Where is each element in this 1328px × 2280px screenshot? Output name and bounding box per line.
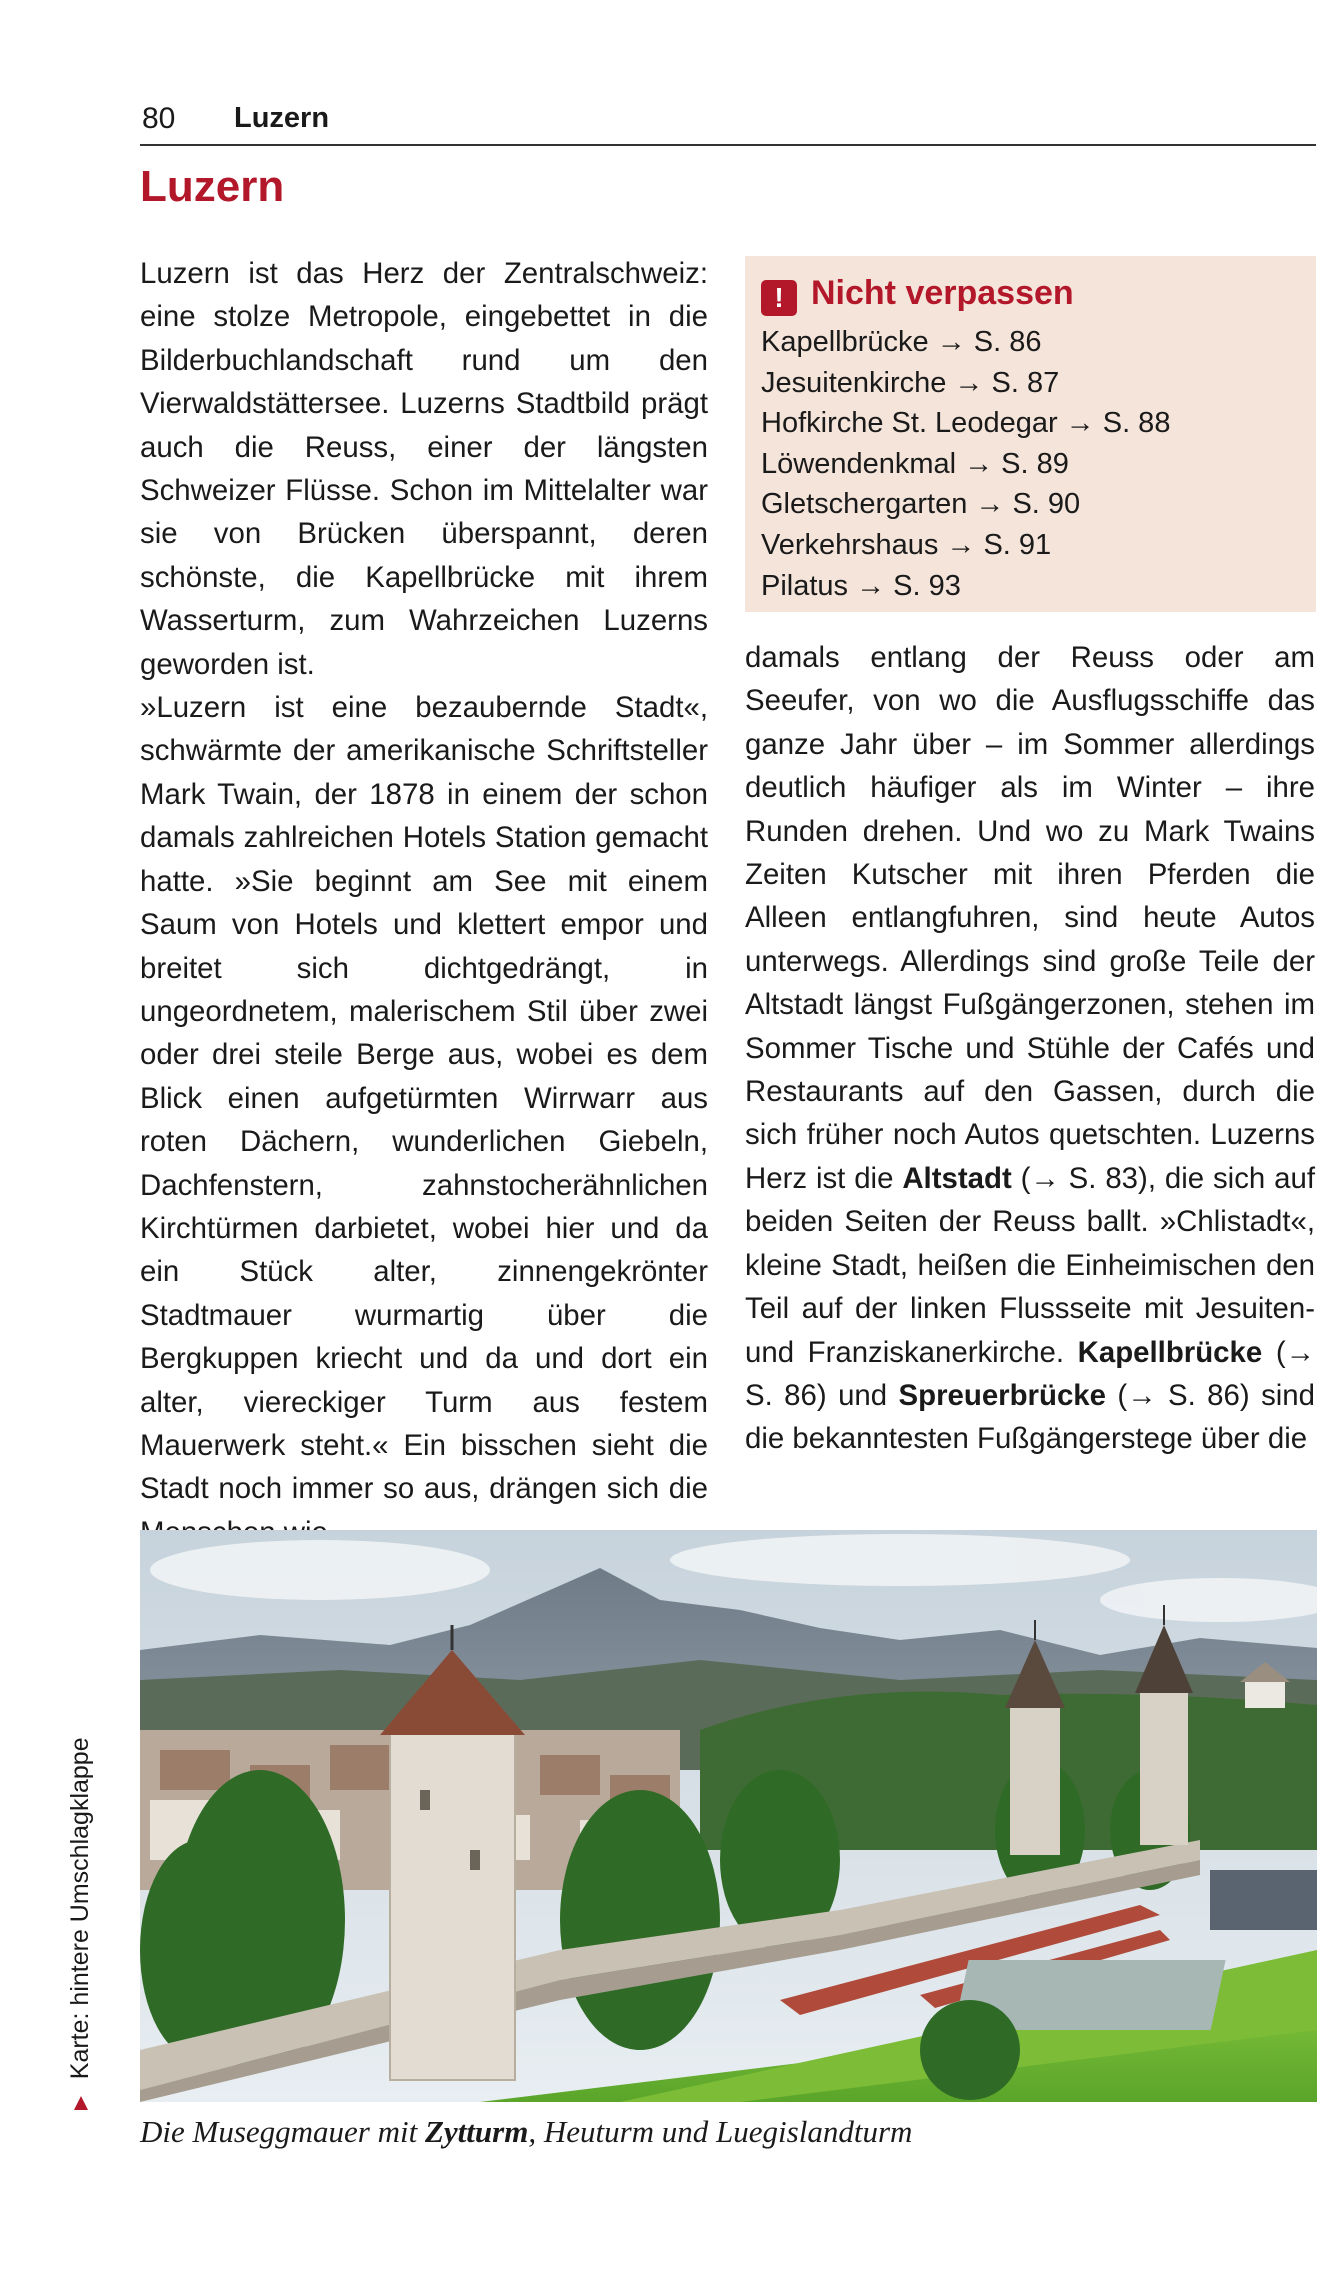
term-kapellbruecke: Kapellbrücke — [1077, 1335, 1263, 1369]
caption-text: , Heuturm und Luegislandturm — [528, 2114, 913, 2149]
page-title: Luzern — [140, 162, 285, 211]
body-text: (→ S. 86) sind die bekanntesten Fußgängerstege über die — [745, 1378, 1315, 1456]
must-see-item: Gletschergarten → S. 90 — [761, 488, 1081, 521]
map-reference — [63, 1675, 97, 2115]
exclamation-icon: ! — [761, 280, 797, 316]
must-see-list — [761, 322, 1170, 606]
must-see-item: Verkehrshaus → S. 91 — [761, 528, 1052, 561]
body-text: (→ S. 83), die sich auf beiden Seiten der Reuss ballt. »Chlistadt«, kleine Stadt, heißen die Einheimischen den Teil auf der linken Flussseite mit Jesuiten- und Franziskanerkirche. — [745, 1161, 1315, 1369]
intro-paragraph-2: »Luzern ist eine bezaubernde Stadt«, schwärmte der amerikanische Schriftsteller Mark Twain, der 1878 in einem der schon damals zahlreichen Hotels Station gemacht hatte. »Sie beginnt am See mit einem Saum von Hotels und klettert empor und breitet sich dichtgedrängt, in ungeordnetem, malerischem Stil über zwei oder drei steile Berge aus, wobei es dem Blick einen aufgetürmten Wirrwarr aus roten Dächern, wunderlichen Giebeln, Dachfenstern, zahnstocherähnlichen Kirchtürmen darbietet, wobei hier und da ein Stück alter, zinnengekrönter Stadtmauer wurmartig über die Bergkuppen kriecht und da und dort ein alter, viereckiger Turm aus festem Mauerwerk steht.« Ein bisschen sieht die Stadt noch immer so aus, drängen sich die — [140, 691, 708, 1506]
photo-caption — [140, 2114, 912, 2150]
right-column — [745, 636, 1315, 1461]
caption-text: Die Museggmauer mit — [140, 2114, 425, 2149]
triangle-arrow-icon: ▲ — [69, 2089, 93, 2117]
running-head: Luzern — [234, 102, 330, 134]
must-see-title-text: Nicht verpassen — [811, 274, 1074, 312]
must-see-item: Hofkirche St. Leodegar → S. 88 — [761, 407, 1171, 440]
page-header — [140, 100, 1316, 146]
term-altstadt: Altstadt — [902, 1161, 1012, 1195]
intro-paragraph-1: Luzern ist das Herz der Zentralschweiz: eine stolze Metropole, eingebettet in die Bilderbuchlandschaft rund um den Vierwaldstättersee. Luzerns Stadtbild prägt auch die Reuss, einer der längsten Schweizer Flüsse. Schon im Mittelalter war sie von Brücken überspannt, deren schönste, die Kapellbrücke mit ihrem Wasserturm, zum Wahrzeichen Luzerns geworden ist. — [140, 257, 708, 681]
page-number: 80 — [142, 102, 176, 135]
must-see-box — [745, 256, 1316, 612]
must-see-item: Pilatus → S. 93 — [761, 569, 961, 602]
body-text: (→ S. 86) und — [745, 1335, 1315, 1412]
museggmauer-photo — [140, 1530, 1317, 2102]
must-see-item: Jesuitenkirche → S. 87 — [761, 366, 1060, 399]
intro-column — [140, 252, 708, 1554]
must-see-item: Kapellbrücke → S. 86 — [761, 326, 1042, 358]
caption-bold: Zytturm — [424, 2114, 529, 2149]
must-see-item: Löwendenkmal → S. 89 — [761, 447, 1069, 480]
term-spreuerbruecke: Spreuerbrücke — [898, 1378, 1106, 1412]
map-reference-text: Karte: hintere Umschlagklappe — [66, 1737, 94, 2080]
right-column-paragraph — [745, 636, 1315, 1461]
body-text: damals entlang der Reuss oder am Seeufer, von wo die Ausflugsschiffe das ganze Jahr über – im Sommer allerdings deutlich häufiger als im Winter – ihre Runden drehen. Und wo zu Mark Twains Zeiten Kutscher mit ihren Pferden die Alleen entlangfuhren, sind heute Autos unterwegs. Allerdings sind große Teile der Altstadt längst Fußgängerzonen, stehen im Sommer Tische und Stühle der Cafés und Restaurants auf den Gassen, durch die sich früher noch Autos quetschten. Luzerns Herz ist die — [745, 641, 1315, 1195]
must-see-title — [761, 274, 1074, 316]
